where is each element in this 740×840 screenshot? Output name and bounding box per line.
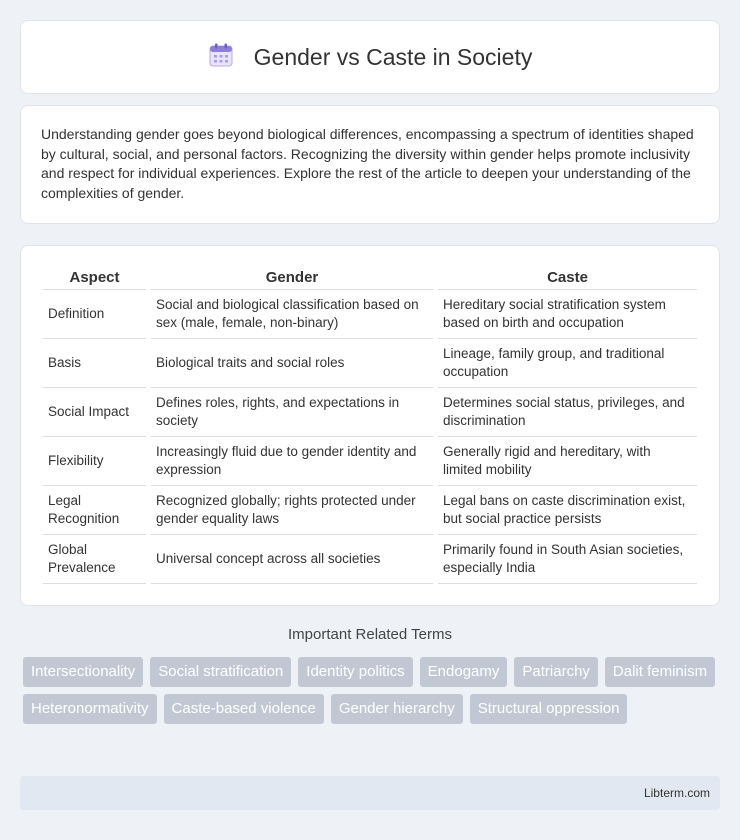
tag-structural-oppression[interactable]: Structural oppression bbox=[470, 694, 628, 724]
intro-text: Understanding gender goes beyond biological differences, encompassing a spectrum of identities shaped by cultural, social, and personal factors. Recognizing the diversity within gender helps promote inclusivity and respect for individual experiences. Explore the rest of the article to deepen your understanding of the complexities of gender. bbox=[41, 126, 694, 201]
table-cell: Global Prevalence bbox=[43, 535, 146, 584]
table-row bbox=[43, 535, 697, 584]
table-cell: Basis bbox=[43, 339, 146, 388]
table-row bbox=[43, 388, 697, 437]
tag-identity-politics[interactable]: Identity politics bbox=[298, 657, 412, 687]
table-cell: Hereditary social stratification system based on birth and occupation bbox=[438, 290, 697, 339]
related-terms-title: Important Related Terms bbox=[288, 626, 452, 643]
tag-caste-based-violence[interactable]: Caste-based violence bbox=[164, 694, 324, 724]
table-cell: Primarily found in South Asian societies, especially India bbox=[438, 535, 697, 584]
calendar-icon bbox=[208, 42, 234, 73]
column-header-aspect: Aspect bbox=[43, 266, 146, 290]
table-row bbox=[43, 290, 697, 339]
table-cell: Increasingly fluid due to gender identity and expression bbox=[151, 437, 433, 486]
related-terms-section bbox=[20, 626, 720, 724]
related-terms-tags bbox=[20, 657, 720, 724]
column-header-gender: Gender bbox=[151, 266, 433, 290]
tag-dalit-feminism[interactable]: Dalit feminism bbox=[605, 657, 715, 687]
table-cell: Social and biological classification based on sex (male, female, non-binary) bbox=[151, 290, 433, 339]
table-cell: Legal Recognition bbox=[43, 486, 146, 535]
table-cell: Generally rigid and hereditary, with limited mobility bbox=[438, 437, 697, 486]
table-row bbox=[43, 437, 697, 486]
table-cell: Recognized globally; rights protected under gender equality laws bbox=[151, 486, 433, 535]
column-header-caste: Caste bbox=[438, 266, 697, 290]
table-cell: Determines social status, privileges, and discrimination bbox=[438, 388, 697, 437]
tag-patriarchy[interactable]: Patriarchy bbox=[514, 657, 598, 687]
tag-endogamy[interactable]: Endogamy bbox=[420, 657, 508, 687]
comparison-table bbox=[38, 266, 702, 584]
table-row bbox=[43, 486, 697, 535]
footer-site-link[interactable]: Libterm.com bbox=[643, 786, 710, 800]
table-cell: Biological traits and social roles bbox=[151, 339, 433, 388]
table-cell: Lineage, family group, and traditional occupation bbox=[438, 339, 697, 388]
tag-intersectionality[interactable]: Intersectionality bbox=[23, 657, 143, 687]
table-row bbox=[43, 339, 697, 388]
tag-social-stratification[interactable]: Social stratification bbox=[150, 657, 291, 687]
header-card bbox=[20, 20, 720, 94]
intro-card bbox=[20, 105, 720, 224]
footer bbox=[20, 776, 720, 810]
table-cell: Defines roles, rights, and expectations in society bbox=[151, 388, 433, 437]
tag-gender-hierarchy[interactable]: Gender hierarchy bbox=[331, 694, 463, 724]
table-cell: Social Impact bbox=[43, 388, 146, 437]
table-cell: Universal concept across all societies bbox=[151, 535, 433, 584]
table-cell: Definition bbox=[43, 290, 146, 339]
comparison-table-card bbox=[20, 245, 720, 606]
table-cell: Legal bans on caste discrimination exist, but social practice persists bbox=[438, 486, 697, 535]
table-cell: Flexibility bbox=[43, 437, 146, 486]
page-title: Gender vs Caste in Society bbox=[253, 43, 533, 70]
tag-heteronormativity[interactable]: Heteronormativity bbox=[23, 694, 157, 724]
